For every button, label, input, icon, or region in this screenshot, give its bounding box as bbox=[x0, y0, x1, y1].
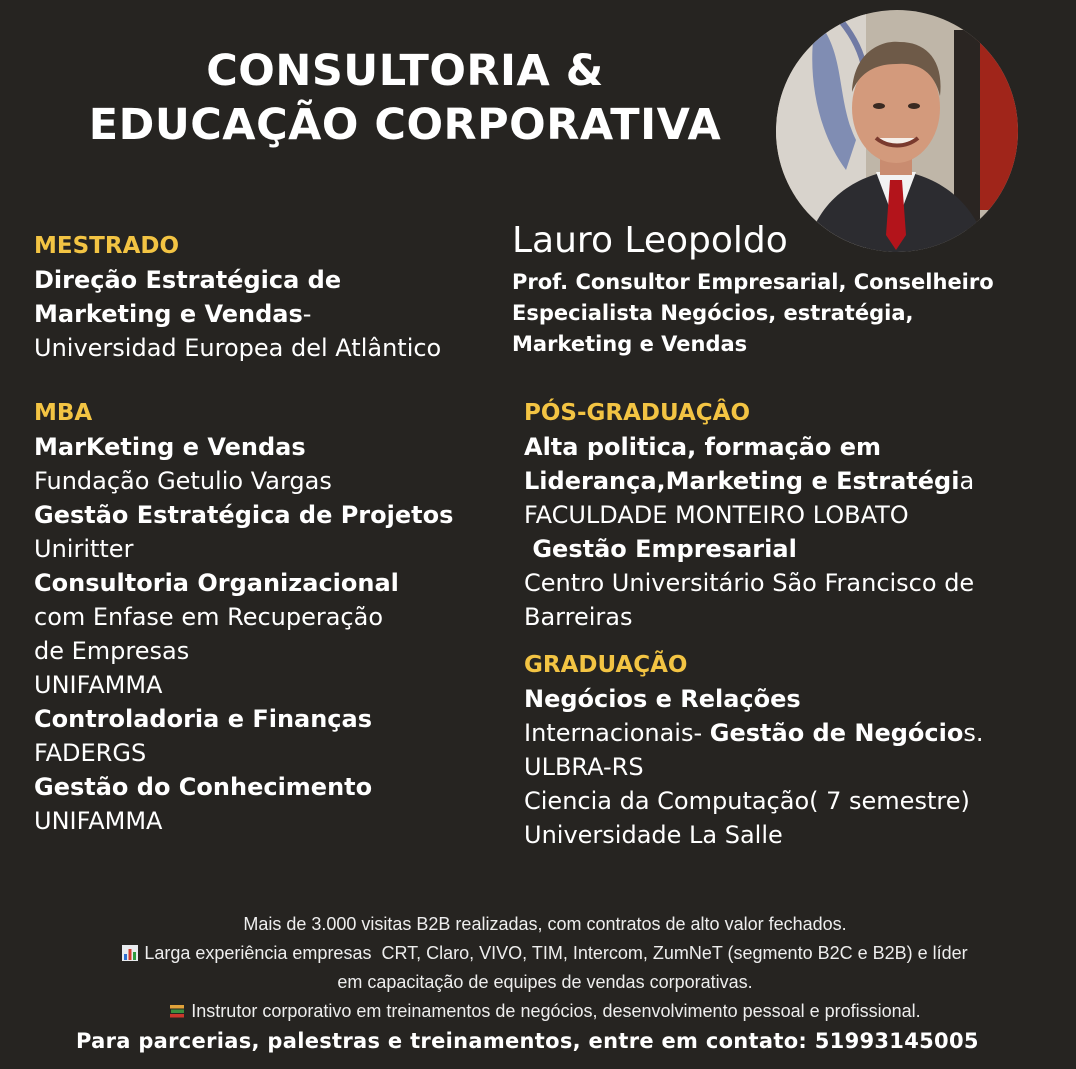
footer-line-2-text: Larga experiência empresas CRT, Claro, VIVO, TIM, Intercom, ZumNeT (segmento B2C e B2B) e líder bbox=[144, 943, 968, 963]
pos-line-3: FACULDADE MONTEIRO LOBATO bbox=[524, 501, 909, 529]
pos-heading: PÓS-GRADUAÇÂO bbox=[524, 400, 751, 426]
graduacao-line-5: Universidade La Salle bbox=[524, 821, 783, 849]
mba-line: MarKeting e Vendas bbox=[34, 433, 306, 461]
title-line-1: CONSULTORIA & bbox=[206, 46, 604, 96]
mba-line: de Empresas bbox=[34, 637, 190, 665]
mba-line: Consultoria Organizacional bbox=[34, 569, 399, 597]
graduacao-line-2-b: Gestão de Negócio bbox=[709, 719, 964, 747]
graduacao-line-1: Negócios e Relações bbox=[524, 685, 801, 713]
mba-line: FADERGS bbox=[34, 739, 147, 767]
mestrado-line-2-bold: Marketing e Vendas bbox=[34, 300, 303, 328]
profile-photo bbox=[776, 10, 1018, 252]
pos-line-4: Gestão Empresarial bbox=[524, 535, 797, 563]
mba-line: com Enfase em Recuperação bbox=[34, 603, 384, 631]
contact-line: Para parcerias, palestras e treinamentos, entre em contato: 51993145005 bbox=[76, 1029, 979, 1053]
graduacao-line-3: ULBRA-RS bbox=[524, 753, 644, 781]
title-line-2: EDUCAÇÃO CORPORATIVA bbox=[88, 100, 722, 150]
mestrado-line-2-rest: - bbox=[302, 300, 312, 328]
mestrado-line-1: Direção Estratégica de bbox=[34, 266, 342, 294]
page-title bbox=[20, 44, 790, 152]
pos-line-6: Barreiras bbox=[524, 603, 633, 631]
graduacao-line-2-c: s. bbox=[963, 719, 984, 747]
mestrado-line-2 bbox=[34, 297, 441, 331]
mba-line: Fundação Getulio Vargas bbox=[34, 467, 332, 495]
graduacao-heading: GRADUAÇÃO bbox=[524, 652, 688, 678]
graduacao-line-2 bbox=[524, 716, 983, 750]
mba-line: Uniritter bbox=[34, 535, 134, 563]
role-line-2: Especialista Negócios, estratégia, bbox=[512, 301, 914, 325]
graduacao-line-2-a: Internacionais- bbox=[524, 719, 710, 747]
footer-line-1: Mais de 3.000 visitas B2B realizadas, com contratos de alto valor fechados. bbox=[243, 914, 847, 934]
pos-line-2-bold: Liderança,Marketing e Estratégi bbox=[524, 467, 960, 495]
profile-name: Lauro Leopoldo bbox=[512, 220, 788, 261]
footer-line-3: em capacitação de equipes de vendas corporativas. bbox=[337, 972, 753, 992]
mba-line: UNIFAMMA bbox=[34, 671, 163, 699]
pos-line-2 bbox=[524, 464, 974, 498]
mba-heading: MBA bbox=[34, 400, 93, 426]
books-icon bbox=[169, 999, 185, 1015]
pos-line-2-rest: a bbox=[959, 467, 975, 495]
pos-graduacao-section bbox=[524, 396, 974, 634]
pos-line-5: Centro Universitário São Francisco de bbox=[524, 569, 975, 597]
mestrado-heading: MESTRADO bbox=[34, 233, 180, 259]
role-line-3: Marketing e Vendas bbox=[512, 332, 748, 356]
mestrado-section bbox=[34, 229, 441, 365]
mestrado-line-3: Universidad Europea del Atlântico bbox=[34, 334, 442, 362]
graduacao-section bbox=[524, 648, 983, 852]
mba-line: Gestão Estratégica de Projetos bbox=[34, 501, 454, 529]
bar-chart-icon bbox=[122, 941, 138, 957]
footer-text bbox=[40, 910, 1050, 1026]
footer-line-2 bbox=[40, 939, 1050, 968]
footer-line-4-text: Instrutor corporativo em treinamentos de negócios, desenvolvimento pessoal e profissional. bbox=[191, 1001, 921, 1021]
role-line-1: Prof. Consultor Empresarial, Conselheiro bbox=[512, 270, 994, 294]
pos-line-1: Alta politica, formação em bbox=[524, 433, 882, 461]
mba-section bbox=[34, 396, 453, 838]
mba-line: Gestão do Conhecimento bbox=[34, 773, 373, 801]
mba-line: Controladoria e Finanças bbox=[34, 705, 373, 733]
footer-line-4 bbox=[40, 997, 1050, 1026]
profile-role bbox=[512, 267, 994, 360]
mba-line: UNIFAMMA bbox=[34, 807, 163, 835]
graduacao-line-4: Ciencia da Computação( 7 semestre) bbox=[524, 787, 970, 815]
